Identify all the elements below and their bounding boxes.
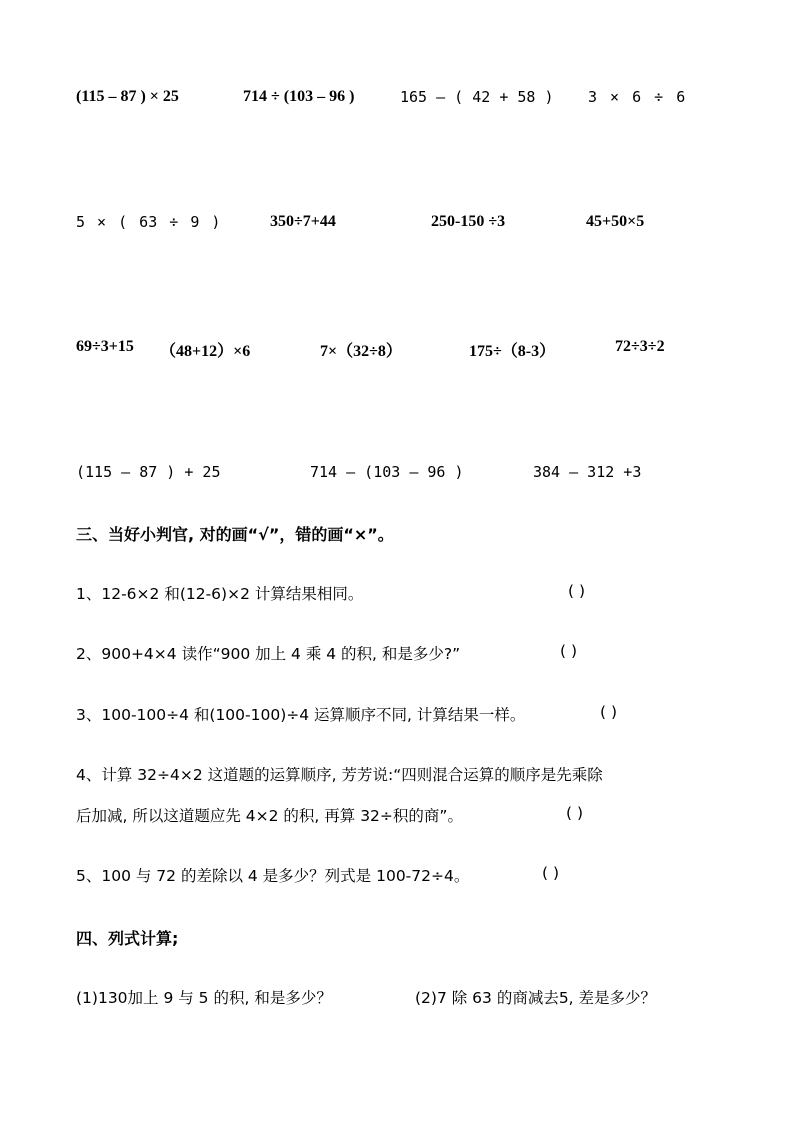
section4-title: 四、列式计算; xyxy=(76,929,179,948)
expression-r3-5: 72÷3÷2 xyxy=(615,338,665,355)
expression-r2-3: 250-150 ÷3 xyxy=(431,213,506,230)
expression-r1-3: 165 – ( 42 + 58 ) xyxy=(400,88,554,106)
expression-r2-4: 45+50×5 xyxy=(586,213,645,230)
answer-paren-1[interactable]: ( ) xyxy=(568,582,586,600)
calc-item-2: (2)7 除 63 的商减去5, 差是多少？ xyxy=(415,989,657,1007)
expression-r4-3: 384 – 312 +3 xyxy=(533,463,642,481)
expression-r4-1: (115 – 87 ) + 25 xyxy=(76,463,221,481)
expression-r3-4: 175÷（8-3） xyxy=(469,343,556,360)
judge-item-4-line2: 后加减, 所以这道题应先 4×2 的积, 再算 32÷积的商”。 xyxy=(76,807,463,825)
expression-r2-1: 5 × ( 63 ÷ 9 ) xyxy=(76,213,221,231)
expression-r4-2: 714 – (103 – 96 ) xyxy=(310,463,464,481)
section3-title: 三、当好小判官, 对的画“√”，错的画“×”。 xyxy=(76,525,394,544)
judge-item-2: 2、900+4×4 读作“900 加上 4 乘 4 的积, 和是多少?” xyxy=(76,645,461,663)
judge-item-4-line1: 4、计算 32÷4×2 这道题的运算顺序, 芳芳说:“四则混合运算的顺序是先乘除 xyxy=(76,766,603,784)
judge-item-3: 3、100-100÷4 和(100-100)÷4 运算顺序不同, 计算结果一样。 xyxy=(76,706,526,724)
judge-item-5: 5、100 与 72 的差除以 4 是多少？列式是 100-72÷4。 xyxy=(76,867,470,885)
expression-r1-1: (115 – 87 ) × 25 xyxy=(76,88,179,105)
expression-r3-1: 69÷3+15 xyxy=(76,338,134,355)
calc-item-1: (1)130加上 9 与 5 的积, 和是多少？ xyxy=(76,989,332,1007)
expression-r1-4: 3 × 6 ÷ 6 xyxy=(588,88,686,106)
answer-paren-4[interactable]: ( ) xyxy=(566,804,584,822)
expression-r1-2: 714 ÷ (103 – 96 ) xyxy=(243,88,355,105)
answer-paren-5[interactable]: ( ) xyxy=(542,864,560,882)
judge-item-1: 1、12-6×2 和(12-6)×2 计算结果相同。 xyxy=(76,585,364,603)
expression-r2-2: 350÷7+44 xyxy=(270,213,336,230)
expression-r3-3: 7×（32÷8） xyxy=(320,343,402,360)
answer-paren-3[interactable]: ( ) xyxy=(600,703,618,721)
answer-paren-2[interactable]: ( ) xyxy=(560,642,578,660)
expression-r3-2: （48+12）×6 xyxy=(160,343,251,360)
